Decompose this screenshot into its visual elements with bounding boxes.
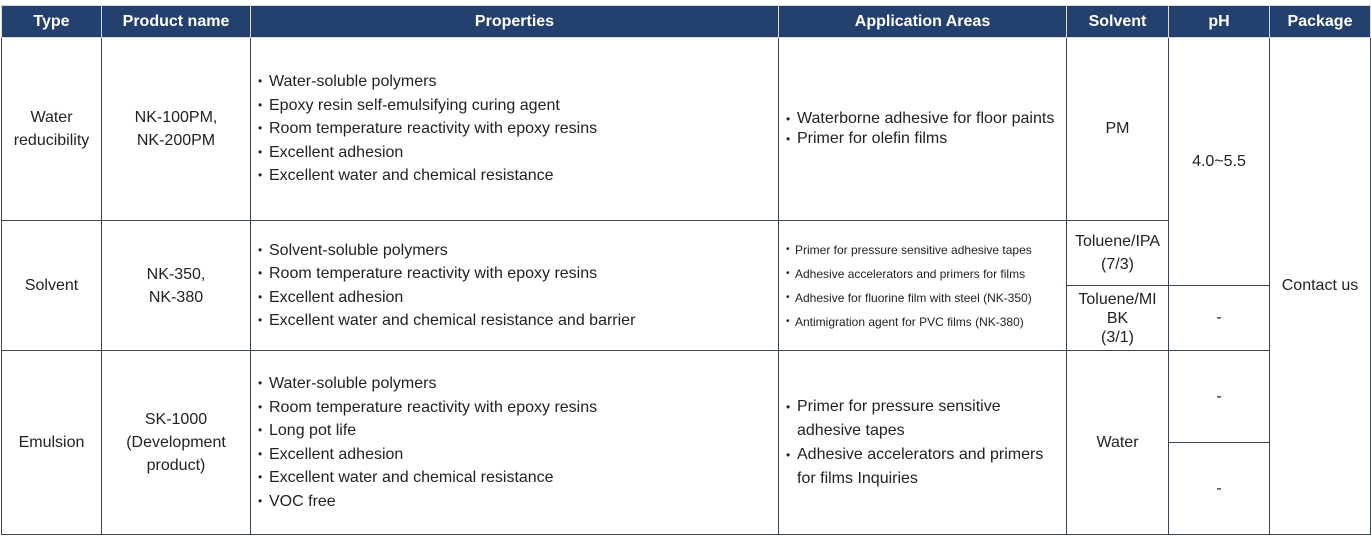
header-solvent: Solvent [1067,6,1169,38]
list-item: • Primer for olefin films [785,129,1066,149]
solvent-cell: Water [1067,351,1169,535]
list-item: • Primer for pressure sensitive adhesive tapes [785,238,1066,262]
properties-cell [251,351,779,535]
product-name-cell [102,221,251,351]
ph-cell: - [1169,351,1270,443]
header-ph: pH [1169,6,1270,38]
list-item: • Long pot life [257,419,778,443]
list-item: • Room temperature reactivity with epoxy resins [257,262,778,286]
header-application-areas: Application Areas [779,6,1067,38]
solvent-cell [1067,286,1169,351]
properties-cell [251,221,779,351]
type-line: reducibility [13,132,90,149]
list-item: • Solvent-soluble polymers [257,239,778,263]
list-item: • Water-soluble polymers [257,372,778,396]
table-row-emulsion [2,351,1371,443]
list-item: • Water-soluble polymers [257,70,778,94]
solvent-line: (3/1) [1101,328,1134,346]
product-table [1,5,1371,535]
type-cell: Emulsion [2,351,102,535]
table-row-solvent [2,221,1371,286]
product-line: NK-200PM [136,132,216,149]
solvent-line: Toluene/IPA [1074,233,1161,250]
ph-cell-shared: 4.0~5.5 [1169,38,1270,286]
product-line: SK-1000 [144,411,208,428]
product-line: NK-380 [148,288,204,306]
solvent-cell: PM [1067,38,1169,221]
application-list [785,109,1066,149]
list-item: • Excellent adhesion [257,443,778,467]
list-item: • Adhesive accelerators and primers for films Inquiries [785,443,1066,491]
header-type: Type [2,6,102,38]
product-name-cell [102,351,251,535]
header-properties: Properties [251,6,779,38]
properties-list [257,239,778,333]
product-name-cell [102,38,251,221]
solvent-cell [1067,221,1169,286]
application-list [785,238,1066,334]
list-item: • Excellent water and chemical resistance [257,164,778,188]
solvent-line: BK [1106,309,1129,327]
product-line: NK-350, [146,265,206,283]
list-item: • Excellent water and chemical resistance and barrier [257,309,778,333]
type-cell [2,38,102,221]
solvent-line: (7/3) [1101,256,1134,273]
list-item: • Antimigration agent for PVC films (NK-380) [785,310,1066,334]
properties-list [257,372,778,513]
application-list [785,395,1066,491]
application-cell [779,351,1067,535]
header-row [2,6,1371,38]
product-line: (Development [126,434,226,451]
properties-list [257,70,778,188]
list-item: • Waterborne adhesive for floor paints [785,109,1066,129]
list-item: • Primer for pressure sensitive adhesive tapes [785,395,1066,443]
solvent-line: Toluene/MI [1078,290,1157,308]
list-item: • Excellent water and chemical resistance [257,466,778,490]
type-line: Water [30,109,73,126]
type-cell: Solvent [2,221,102,351]
product-line: product) [146,457,206,474]
ph-cell: - [1169,286,1270,351]
header-product-name: Product name [102,6,251,38]
header-package: Package [1270,6,1371,38]
list-item: • Excellent adhesion [257,141,778,165]
properties-cell [251,38,779,221]
list-item: • Adhesive accelerators and primers for films [785,262,1066,286]
list-item: • Epoxy resin self-emulsifying curing agent [257,94,778,118]
list-item: • Adhesive for fluorine film with steel (NK-350) [785,286,1066,310]
list-item: • Room temperature reactivity with epoxy resins [257,117,778,141]
list-item: • VOC free [257,490,778,514]
ph-cell: - [1169,443,1270,535]
package-cell: Contact us [1270,38,1371,535]
list-item: • Room temperature reactivity with epoxy resins [257,396,778,420]
application-cell [779,221,1067,351]
list-item: • Excellent adhesion [257,286,778,310]
application-cell [779,38,1067,221]
product-line: NK-100PM, [134,109,218,126]
table-row-water-reducibility [2,38,1371,221]
